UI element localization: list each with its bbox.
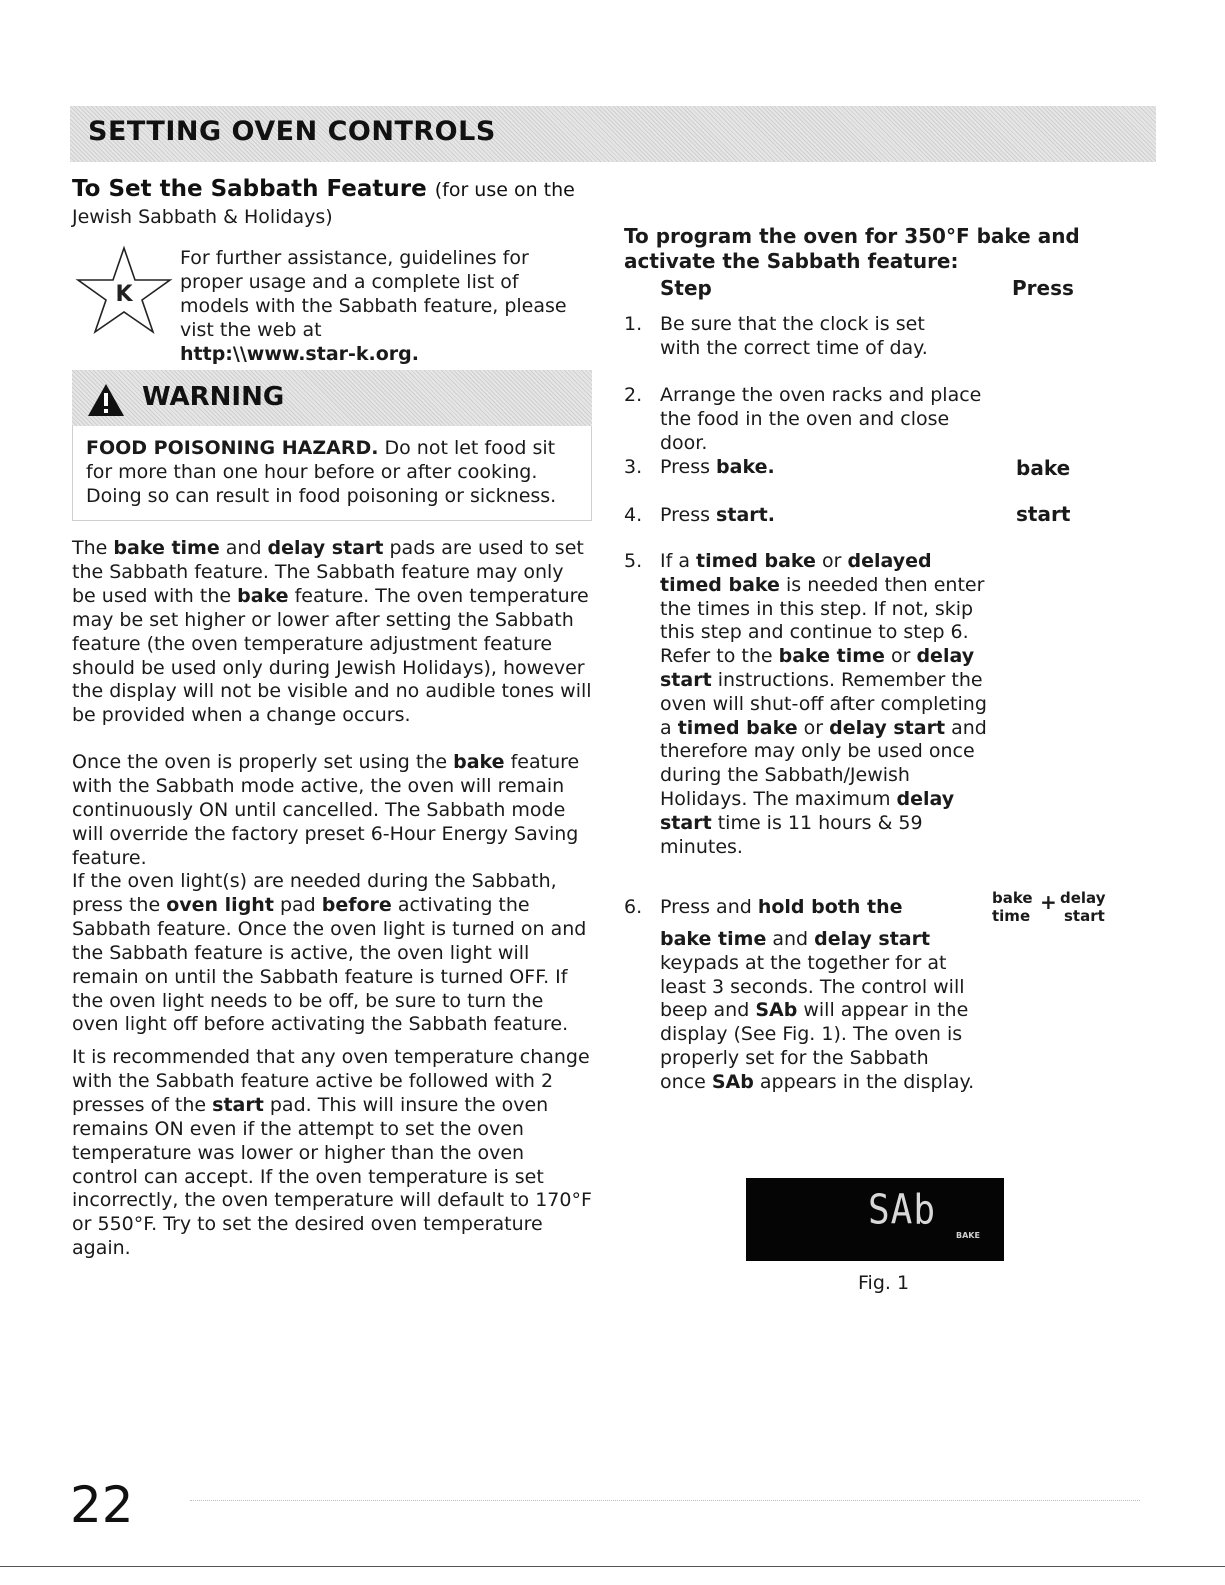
bold-run: oven light: [166, 893, 274, 916]
bold-run: bake.: [716, 456, 775, 478]
sabbath-subtitle: Jewish Sabbath & Holidays): [72, 206, 333, 228]
bold-run: start.: [716, 504, 775, 526]
bold-run: delay start: [660, 787, 955, 834]
combo-bake-label: bake: [992, 889, 1033, 907]
text-run: Once the oven is properly set using the: [72, 751, 454, 773]
step-2-text: Arrange the oven racks and place the food in the oven and close door.: [660, 384, 982, 454]
bold-run: bake time: [113, 537, 220, 559]
figure-caption: Fig. 1: [858, 1272, 910, 1294]
sabbath-title-suffix: (for use on the: [434, 179, 575, 201]
combo-delay-label: delay: [1060, 889, 1106, 907]
text-run: or: [815, 550, 848, 572]
text-run: pad. This will insure the oven remains ON even if the attempt to set the oven temperature was lower or higher than the oven control can accept. If the oven temperature is set incorrectly, the oven temperature will default to 170°F or 550°F. Try to set the desired oven temperature again.: [72, 1093, 592, 1260]
step-4-text: [660, 504, 1000, 528]
text-run: instructions. Remember the oven will shut-off after completing a: [660, 668, 987, 739]
bold-run: delay start: [267, 537, 384, 559]
warning-triangle-icon: [86, 382, 126, 418]
warning-title: WARNING: [142, 382, 285, 412]
bold-run: bake time: [660, 928, 767, 950]
text-run: time is 11 hours & 59 minutes.: [660, 811, 923, 858]
page-number: 22: [70, 1476, 134, 1534]
press-column-header: Press: [1012, 276, 1074, 300]
step-number: 3.: [624, 456, 643, 478]
paragraph-bake-delay: [72, 537, 592, 728]
assistance-text: For further assistance, guidelines for proper usage and a complete list of models with the Sabbath feature, please vist the web at: [180, 247, 567, 341]
bold-run: SAb: [755, 999, 798, 1022]
text-run: and therefore may only be used once during the Sabbath/Jewish Holidays. The maximum: [660, 716, 987, 810]
step-number: 2.: [624, 384, 643, 406]
star-k-logo-icon: [74, 244, 174, 336]
plus-icon: +: [1040, 890, 1057, 914]
text-run: If the oven light(s) are needed during the Sabbath, press the: [72, 870, 557, 916]
bottom-edge-line: [0, 1566, 1225, 1567]
bold-run: hold both the: [757, 896, 903, 918]
text-run: feature with the Sabbath mode active, the oven will remain continuously ON until cancelled. The Sabbath mode will override the factory preset 6-Hour Energy Saving feature.: [72, 751, 580, 869]
page-header-title: SETTING OVEN CONTROLS: [88, 116, 496, 147]
bold-run: bake: [237, 584, 289, 607]
step-number: 4.: [624, 504, 643, 526]
program-instructions-title: To program the oven for 350°F bake and activate the Sabbath feature:: [624, 224, 1080, 273]
paragraph-temperature-change: [72, 1046, 592, 1261]
text-run: will appear in the display (See Fig. 1). The oven is properly set for the Sabbath once: [660, 999, 969, 1093]
footer-divider: [190, 1500, 1140, 1501]
bold-run: delay start: [829, 716, 946, 739]
text-run: The: [72, 537, 114, 559]
warning-hazard-label: FOOD POISONING HAZARD.: [86, 437, 379, 459]
step-column-header: Step: [660, 276, 712, 300]
text-run: appears in the display.: [753, 1070, 975, 1093]
step-number: 1.: [624, 313, 643, 335]
star-k-letter: K: [115, 282, 133, 307]
bold-run: SAb: [711, 1070, 754, 1093]
text-run: Press: [660, 504, 717, 526]
step-number: 6.: [624, 896, 643, 918]
text-run: pads are used to set the Sabbath feature. The Sabbath feature may only be used with the: [72, 537, 584, 607]
start-key-label: start: [1016, 502, 1071, 526]
warning-body: Do not let food sit for more than one hour before or after cooking. Doing so can result in food poisoning or sickness.: [86, 437, 557, 507]
oven-display-figure: [746, 1178, 1004, 1261]
assistance-note: [180, 246, 590, 366]
bold-run: bake time: [778, 645, 885, 668]
bold-run: delay start: [660, 645, 975, 691]
text-run: or: [797, 716, 830, 739]
bold-run: before: [321, 893, 392, 916]
text-run: activating the Sabbath feature. Once the oven light is turned on and the Sabbath feature is active, the oven light will remain on until the Sabbath feature is turned OFF. If the oven light needs to be off, be sure to turn the oven light off before activating the Sabbath feature.: [72, 893, 587, 1036]
star-k-url-link[interactable]: http:\\www.star-k.org.: [180, 343, 419, 365]
step-5-text: [660, 550, 1000, 859]
text-run: feature. The oven temperature may be set higher or lower after setting the Sabbath feature (the oven temperature adjustment feature should be used only during Jewish Holidays), however the display will not be visible and no audible tones will be provided when a change occurs.: [72, 584, 592, 727]
text-run: Press: [660, 456, 717, 478]
step-number: 5.: [624, 550, 643, 572]
bake-time-plus-delay-start-keys: [990, 888, 1120, 932]
text-run: and: [219, 537, 268, 559]
step-6-text: [660, 928, 980, 1095]
display-bake-indicator: BAKE: [956, 1231, 980, 1240]
bold-run: delayed timed bake: [660, 550, 932, 596]
display-sab-readout: SAb: [868, 1186, 937, 1235]
text-run: It is recommended that any oven temperature change with the Sabbath feature active be followed with 2 presses of the: [72, 1046, 590, 1116]
warning-text: [86, 436, 576, 508]
sabbath-title-text: To Set the Sabbath Feature: [72, 176, 427, 202]
text-run: If a: [660, 550, 697, 572]
text-run: and: [766, 928, 815, 950]
text-run: keypads at the together for at least 3 seconds. The control will beep and: [660, 951, 965, 1022]
paragraph-oven-light: [72, 870, 592, 1037]
sabbath-section-title: [72, 176, 575, 202]
bold-run: delay start: [814, 928, 931, 950]
combo-start-label: start: [1064, 907, 1105, 925]
step-3-text: [660, 456, 1000, 480]
combo-time-label: time: [992, 907, 1031, 925]
text-run: pad: [273, 893, 322, 916]
bold-run: bake: [453, 751, 505, 773]
bold-run: timed bake: [677, 716, 798, 739]
bold-run: start: [212, 1093, 264, 1116]
text-run: Press and: [660, 896, 758, 918]
text-run: or: [884, 645, 917, 668]
bake-key-label: bake: [1016, 456, 1071, 480]
paragraph-sabbath-mode: [72, 751, 592, 871]
step-1-text: Be sure that the clock is set with the correct time of day.: [660, 313, 928, 359]
text-run: is needed then enter the times in this step. If not, skip this step and continue to step 6. Refer to the: [660, 573, 985, 668]
step-6-lead: [660, 896, 1000, 920]
bold-run: timed bake: [696, 550, 816, 572]
